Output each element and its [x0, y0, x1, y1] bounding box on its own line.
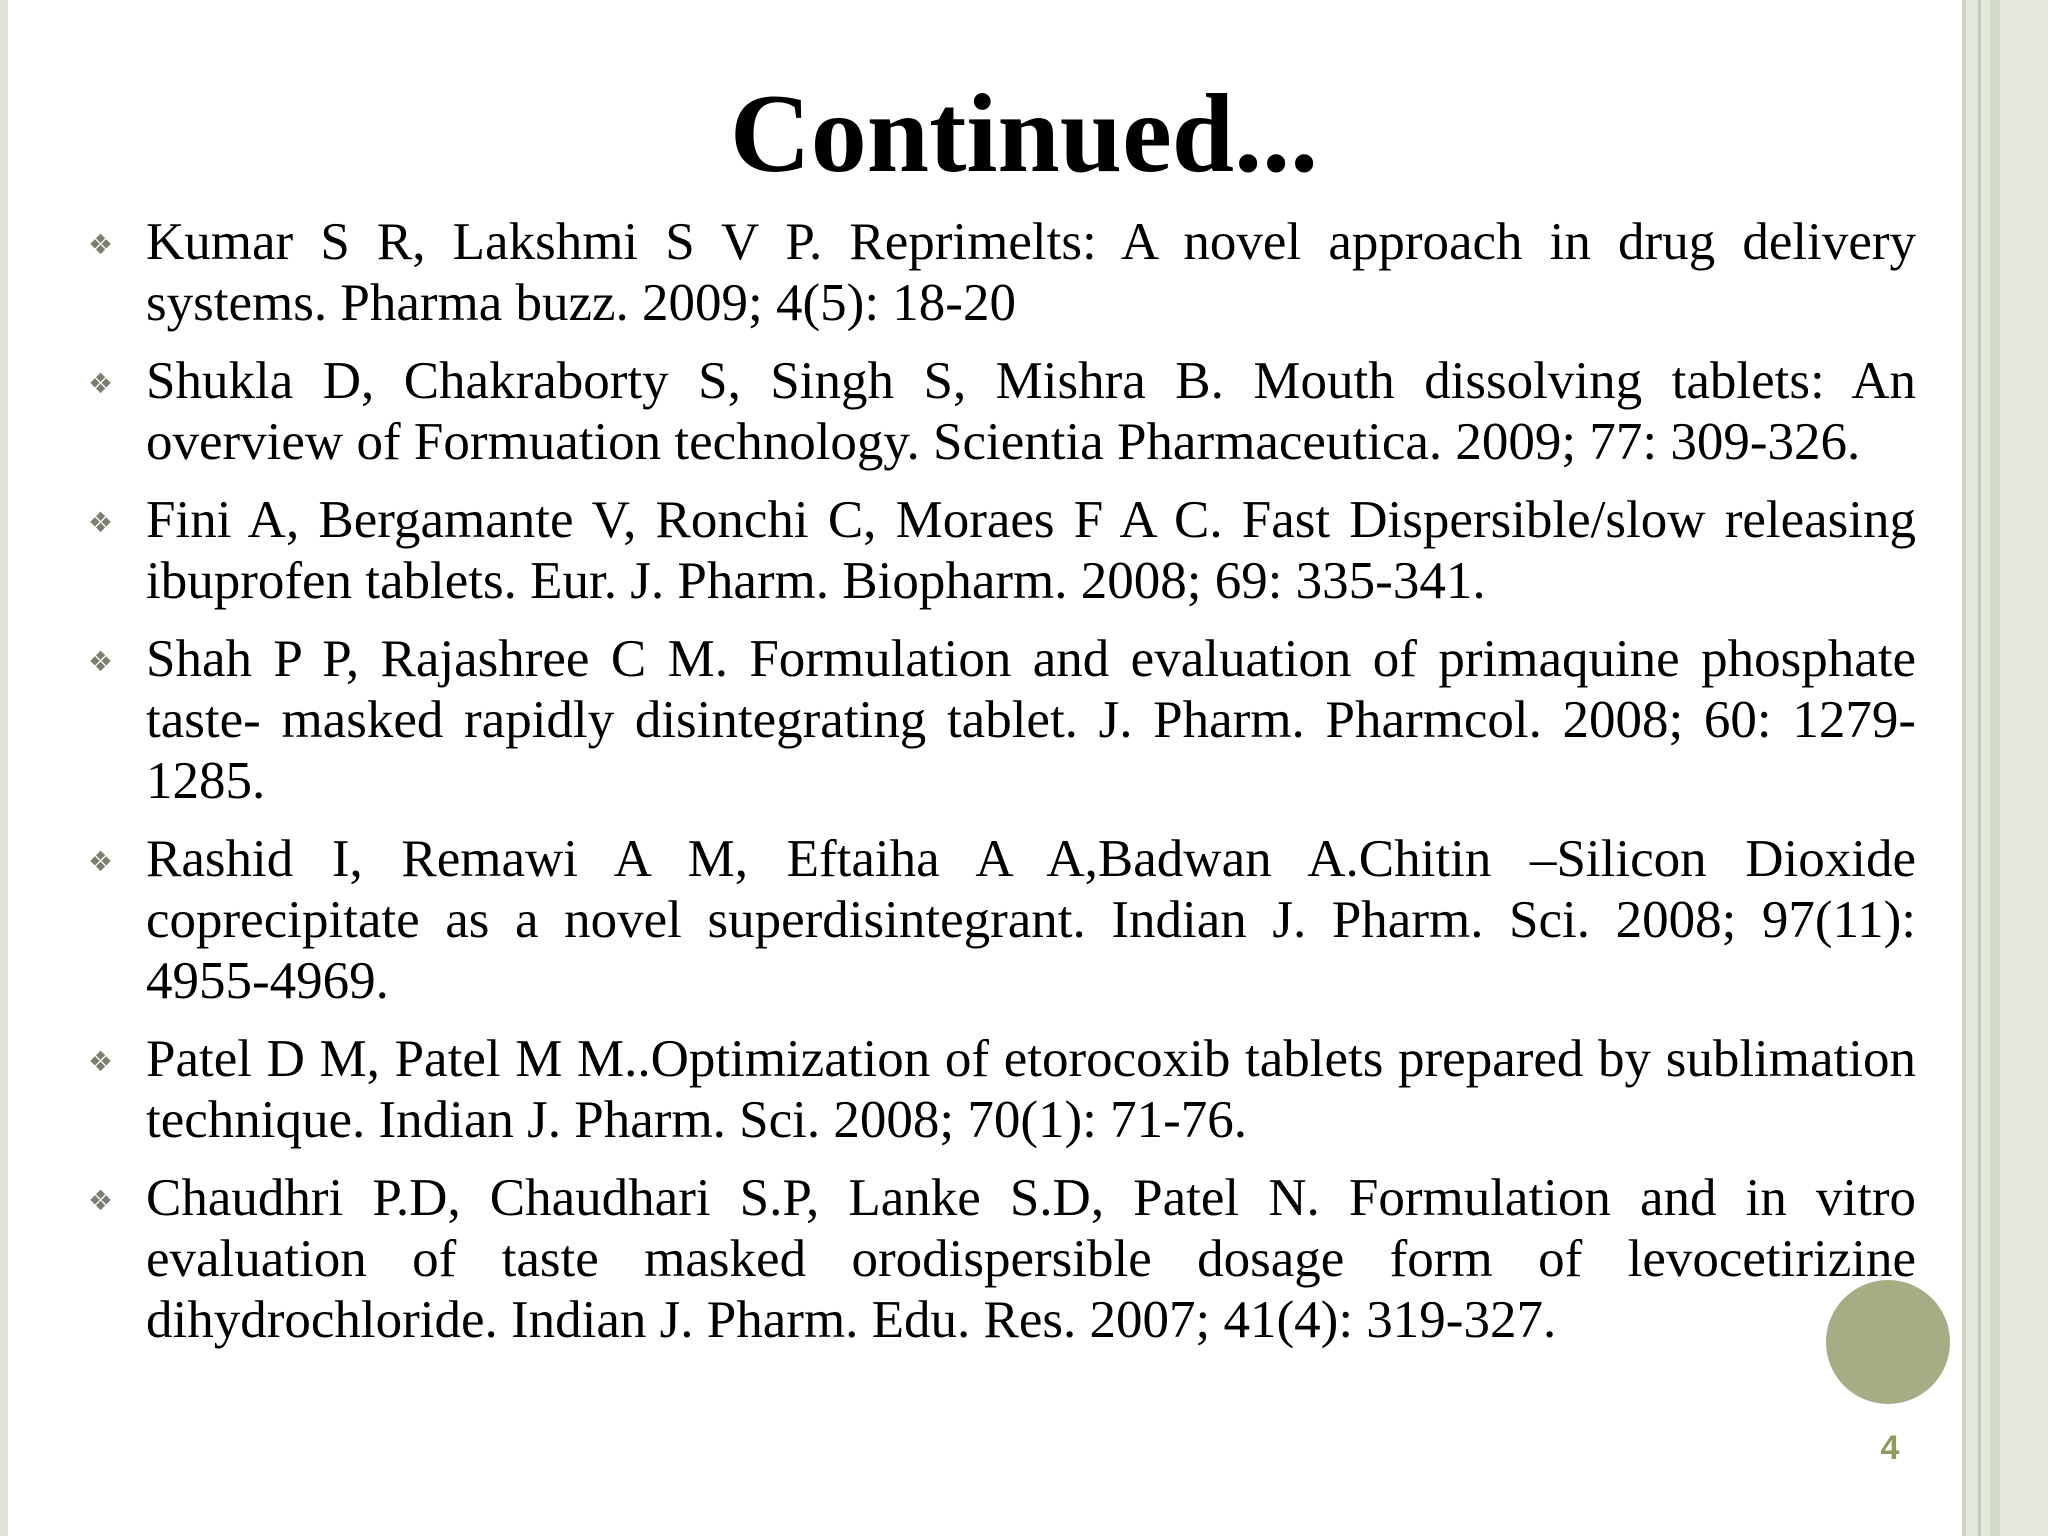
diamond-bullet-icon: ❖ [88, 506, 114, 539]
reference-text: Patel D M, Patel M M..Optimization of etorocoxib tablets prepared by sublimation technique. Indian J. Pharm. Sci. 2008; 70(1): 71-76. [146, 1030, 1916, 1149]
page-number: 4 [1880, 1429, 1900, 1467]
diamond-bullet-icon: ❖ [88, 645, 114, 678]
slide-frame-right-line [1962, 0, 1966, 1536]
reference-item [86, 212, 1916, 334]
diamond-bullet-icon: ❖ [88, 228, 114, 261]
reference-list [86, 212, 1916, 1368]
reference-item [86, 1029, 1916, 1151]
diamond-bullet-icon: ❖ [88, 845, 114, 878]
page-title: Continued... [729, 72, 1319, 196]
reference-item [86, 829, 1916, 1012]
reference-text: Fini A, Bergamante V, Ronchi C, Moraes F A C. Fast Dispersible/slow releasing ibuprofen tablets. Eur. J. Pharm. Biopharm. 2008; 69: 335-341. [146, 491, 1916, 610]
diamond-bullet-icon: ❖ [88, 1184, 114, 1217]
slide-frame-right-band [1962, 0, 2048, 1536]
diamond-bullet-icon: ❖ [88, 1045, 114, 1078]
reference-text: Shukla D, Chakraborty S, Singh S, Mishra B. Mouth dissolving tablets: An overview of Formuation technology. Scientia Pharmaceutica. 2009; 77: 309-326. [146, 352, 1916, 471]
slide-frame-right-line [1990, 0, 2000, 1536]
slide-frame-left [0, 0, 8, 1536]
reference-item [86, 490, 1916, 612]
diamond-bullet-icon: ❖ [88, 367, 114, 400]
reference-item [86, 1168, 1916, 1351]
reference-text: Rashid I, Remawi A M, Eftaiha A A,Badwan A.Chitin –Silicon Dioxide coprecipitate as a novel superdisintegrant. Indian J. Pharm. Sci. 2008; 97(11): 4955-4969. [146, 830, 1916, 1010]
reference-item [86, 351, 1916, 473]
slide-frame-right-line [1978, 0, 1981, 1536]
reference-text: Shah P P, Rajashree C M. Formulation and evaluation of primaquine phosphate taste- masked rapidly disintegrating tablet. J. Pharm. Pharmcol. 2008; 60: 1279-1285. [146, 630, 1916, 810]
reference-item [86, 629, 1916, 812]
reference-text: Kumar S R, Lakshmi S V P. Reprimelts: A novel approach in drug delivery systems. Pharma buzz. 2009; 4(5): 18-20 [146, 213, 1916, 332]
reference-text: Chaudhri P.D, Chaudhari S.P, Lanke S.D, Patel N. Formulation and in vitro evaluation of taste masked orodispersible dosage form of levocetirizine dihydrochloride. Indian J. Pharm. Edu. Res. 2007; 41(4): 319-327. [146, 1169, 1916, 1349]
